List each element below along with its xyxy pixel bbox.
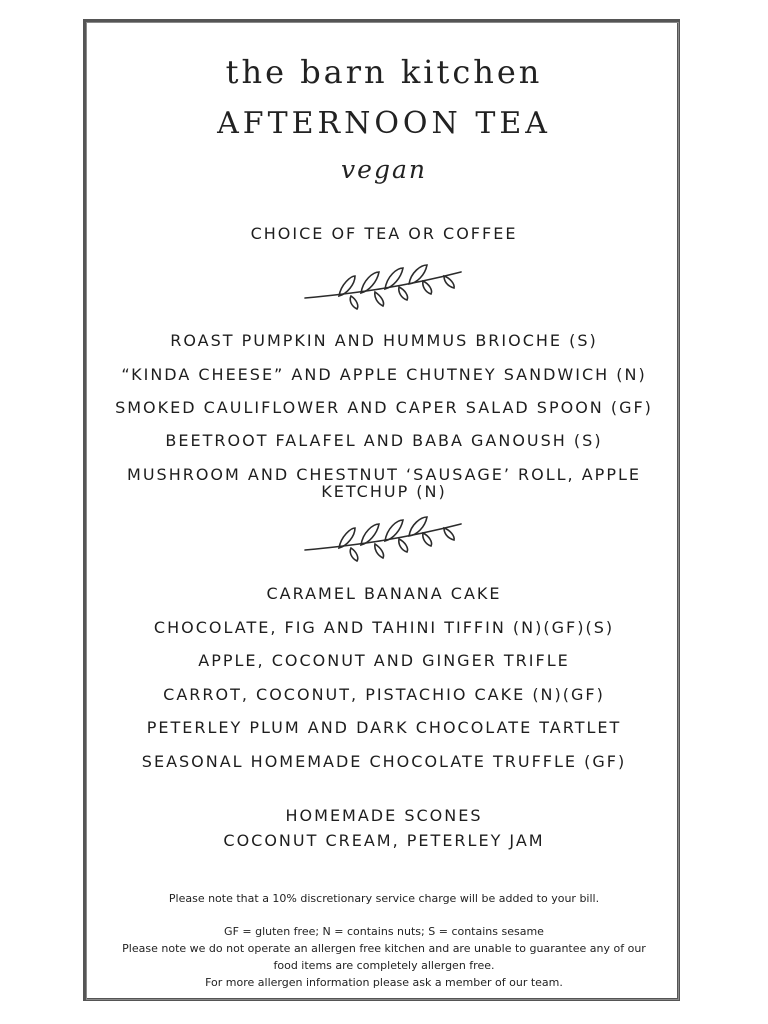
sweet-item: SEASONAL HOMEMADE CHOCOLATE TRUFFLE (GF) (141, 752, 627, 771)
allergen-key: GF = gluten free; N = contains nuts; S = contains sesame (224, 925, 544, 938)
allergen-disclaimer: food items are completely allergen free. (273, 959, 495, 972)
scones-accompaniments: COCONUT CREAM, PETERLEY JAM (223, 831, 545, 850)
savoury-item: BEETROOT FALAFEL AND BABA GANOUSH (S) (165, 431, 603, 450)
allergen-disclaimer: Please note we do not operate an allergen free kitchen and are unable to guarantee any of our (122, 942, 646, 955)
sweet-item: CARROT, COCONUT, PISTACHIO CAKE (N)(GF) (163, 685, 605, 704)
restaurant-name: the barn kitchen (225, 53, 543, 91)
drinks-item: CHOICE OF TEA OR COFFEE (250, 224, 518, 243)
allergen-contact-note: For more allergen information please ask a member of our team. (205, 976, 563, 989)
sweet-item: PETERLEY PLUM AND DARK CHOCOLATE TARTLET (146, 718, 622, 737)
savoury-item: “KINDA CHEESE” AND APPLE CHUTNEY SANDWICH (N) (121, 365, 647, 384)
savoury-item: ROAST PUMPKIN AND HUMMUS BRIOCHE (S) (170, 331, 598, 350)
sweet-item: APPLE, COCONUT AND GINGER TRIFLE (198, 651, 570, 670)
savoury-item: SMOKED CAULIFLOWER AND CAPER SALAD SPOON (GF) (115, 398, 653, 417)
sweet-item: CHOCOLATE, FIG AND TAHINI TIFFIN (N)(GF)(S) (153, 618, 615, 637)
service-charge-note: Please note that a 10% discretionary service charge will be added to your bill. (168, 892, 600, 905)
savoury-item: MUSHROOM AND CHESTNUT ‘SAUSAGE’ ROLL, APPLE KETCHUP (N) (127, 465, 641, 501)
sweet-item: CARAMEL BANANA CAKE (266, 584, 502, 603)
leaf-sprig-icon (0, 262, 768, 310)
menu-subtitle: vegan (341, 155, 427, 184)
menu-title: AFTERNOON TEA (217, 106, 551, 141)
scones-heading: HOMEMADE SCONES (285, 806, 483, 825)
leaf-sprig-icon (0, 514, 768, 562)
